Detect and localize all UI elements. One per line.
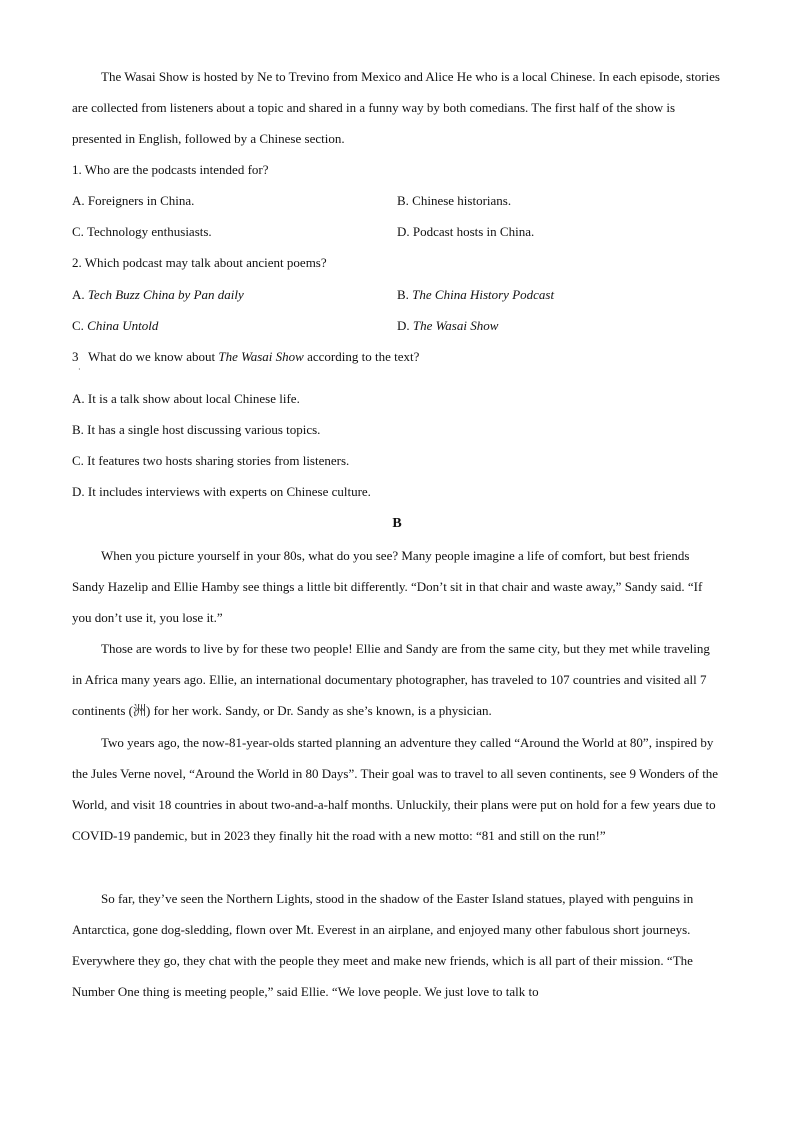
option-text: It has a single host discussing various topics. (87, 422, 321, 437)
option-text: It features two hosts sharing stories from listeners. (87, 453, 350, 468)
question-1-option-a (72, 192, 194, 210)
option-letter: A. (72, 391, 85, 406)
section-heading-b: B (392, 516, 402, 531)
question-2-option-b (397, 286, 554, 304)
passage-b-paragraph-4: So far, they’ve seen the Northern Lights, stood in the shadow of the Easter Island statues, played with penguins in Antarctica, gone dog-sledding, flown over Mt. Everest in an airplane, and enjoyed many other fabulous short journeys. Everywhere they go, they chat with the people they meet and make new friends, which is all part of their mission. “The Number One thing is meeting people,” said Ellie. “We love people. We just love to talk to (72, 891, 694, 999)
question-3-option-b (72, 421, 320, 439)
passage-b-paragraph-1: When you picture yourself in your 80s, what do you see? Many people imagine a life of comfort, but best friends Sandy Hazelip and Ellie Hamby see things a little bit differently. “Don’t sit in that chair and waste away,” Sandy said. “If you don’t use it, you lose it.” (72, 548, 703, 625)
question-3-option-c (72, 452, 349, 470)
question-3-option-d (72, 483, 371, 501)
question-1-option-d (397, 223, 534, 241)
option-letter: D. (72, 484, 85, 499)
intro-paragraph: The Wasai Show is hosted by Ne to Trevino from Mexico and Alice He who is a local Chinese. In each episode, stories are collected from listeners about a topic and shared in a funny way by both comedians. The first half of the show is presented in English, followed by a Chinese section. (72, 69, 720, 146)
option-text: The China History Podcast (412, 287, 555, 302)
option-letter: A. (72, 193, 85, 208)
option-letter: C. (72, 318, 84, 333)
question-1-option-b (397, 192, 511, 210)
option-text: China Untold (87, 318, 159, 333)
option-letter: B. (72, 422, 84, 437)
question-2: 2. Which podcast may talk about ancient poems? (72, 255, 327, 270)
option-text: Tech Buzz China by Pan daily (87, 287, 244, 302)
question-3 (72, 348, 419, 366)
question-2-option-c (72, 317, 158, 335)
question-2-option-d (397, 317, 498, 335)
option-letter: A. (72, 287, 85, 302)
question-3-option-a (72, 390, 300, 408)
option-text: It is a talk show about local Chinese life. (87, 391, 300, 406)
option-letter: B. (397, 287, 409, 302)
passage-b-paragraph-3: Two years ago, the now-81-year-olds started planning an adventure they called “Around the World at 80”, inspired by the Jules Verne novel, “Around the World in 80 Days”. Their goal was to travel to all seven continents, see 9 Wonders of the World, and visit 18 countries in about two-and-a-half months. Unluckily, their plans were put on hold for a few years due to COVID-19 pandemic, but in 2023 they finally hit the road with a new motto: “81 and still on the run!” (72, 735, 719, 843)
passage-b-paragraph-2: Those are words to live by for these two people! Ellie and Sandy are from the same city, but they met while traveling in Africa many years ago. Ellie, an international documentary photographer, has traveled to 107 countries and visited all 7 continents (洲) for her work. Sandy, or Dr. Sandy as she’s known, is a physician. (72, 641, 710, 718)
option-text: It includes interviews with experts on Chinese culture. (87, 484, 371, 499)
question-1-option-c (72, 223, 212, 241)
option-letter: D. (397, 318, 410, 333)
option-text: Chinese historians. (412, 193, 512, 208)
option-letter: C. (72, 453, 84, 468)
option-text: Podcast hosts in China. (412, 224, 535, 239)
question-3-prefix: 3 What do we know about (72, 349, 219, 364)
option-text: The Wasai Show (412, 318, 499, 333)
stray-mark: · (78, 365, 81, 374)
option-text: Foreigners in China. (87, 193, 195, 208)
option-letter: D. (397, 224, 410, 239)
question-3-suffix: according to the text? (303, 349, 420, 364)
option-letter: C. (72, 224, 84, 239)
option-text: Technology enthusiasts. (86, 224, 212, 239)
option-letter: B. (397, 193, 409, 208)
question-1: 1. Who are the podcasts intended for? (72, 162, 269, 177)
question-2-option-a (72, 286, 244, 304)
question-3-show-title: The Wasai Show (218, 349, 304, 364)
